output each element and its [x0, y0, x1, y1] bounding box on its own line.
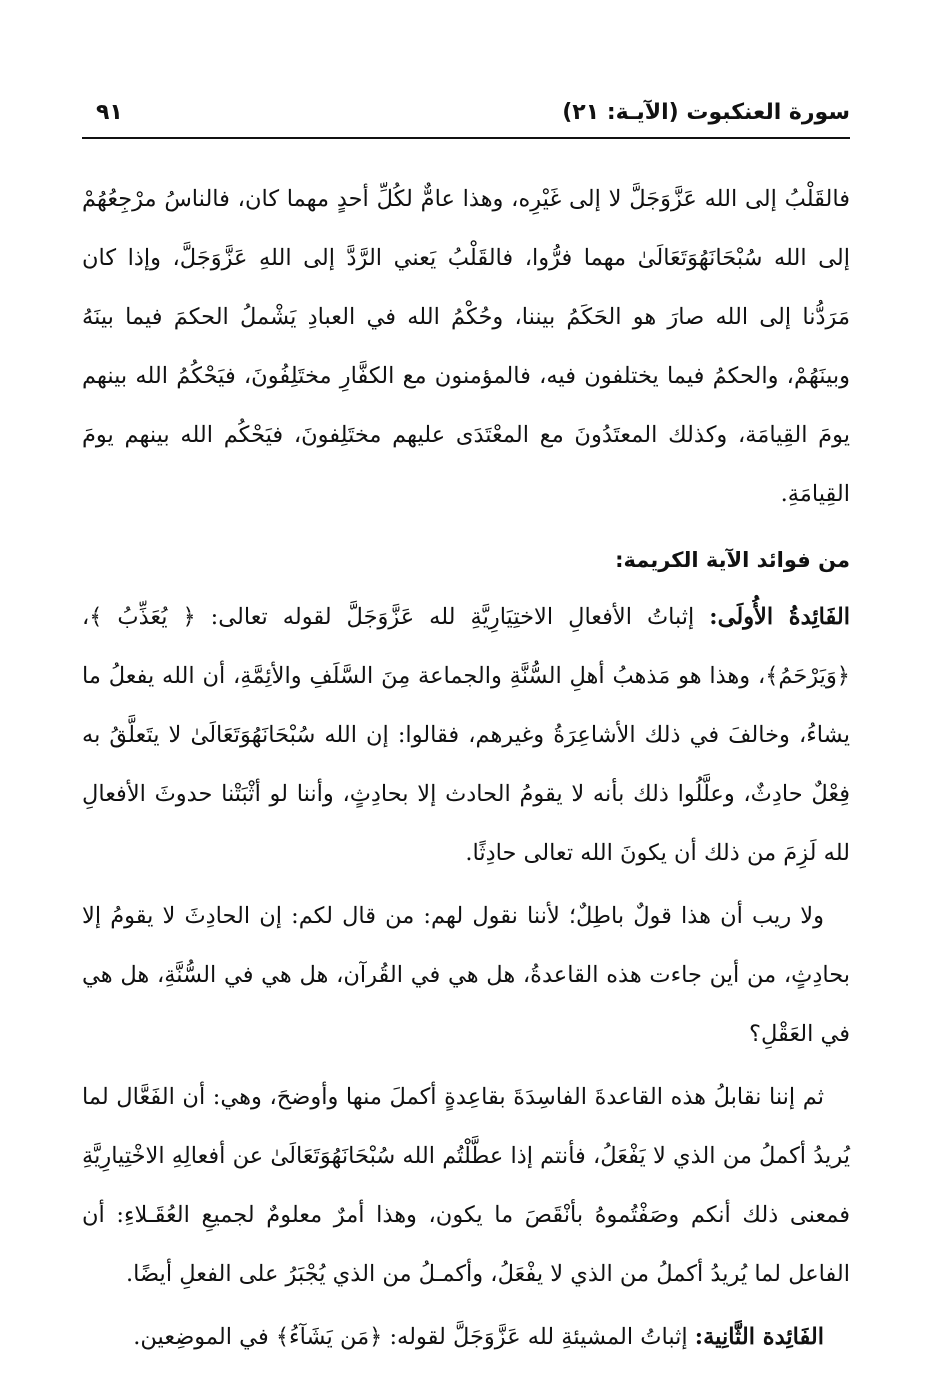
page-number: ٩١ — [96, 100, 123, 125]
running-title: سورة العنكبوت (الآيـة: ٢١) — [562, 100, 850, 125]
header-divider — [82, 137, 850, 139]
benefit-second — [82, 1308, 850, 1367]
paragraph-refutation: ولا ريب أن هذا قولٌ باطِلٌ؛ لأننا نقول لهم: من قال لكم: إن الحادِثَ لا يقومُ إلا بحادِثٍ، من أين جاءت هذه القاعدةُ، هل هي في القُرآن، هل هي في السُّنَّةِ، هل هي في العَقْلِ؟ — [82, 903, 850, 1047]
section-heading: من فوائد الآية الكريمة: — [615, 548, 850, 572]
page-body — [82, 170, 850, 1367]
paragraph-intro: فالقَلْبُ إلى الله عَزَّوَجَلَّ لا إلى غَيْرِه، وهذا عامٌّ لكُلِّ أحدٍ مهما كان، فالناسُ مرْجِعُهُمْ إلى الله سُبْحَانَهُوَتَعَالَىٰ مهما فرُّوا، فالقَلْبُ يَعني الرَّدَّ إلى اللهِ عَزَّوَجَلَّ، وإذا كان مَرَدُّنا إلى الله صارَ هو الحَكَمُ بيننا، وحُكْمُ الله في العبادِ يَشْملُ الحكمَ فيما بينَهُ وبينَهُمْ، والحكمُ فيما يختلفون فيه، فالمؤمنون مع الكفَّارِ مختَلِفُونَ، فيَحْكُمُ الله بينهم يومَ القِيامَة، وكذلك المعتَدُونَ مع المعْتَدَى عليهم مختَلِفونَ، فيَحْكُم الله بينهم يومَ القِيامَةِ. — [82, 186, 850, 507]
benefit-text: إثباتُ الأفعالِ الاختِيَارِيَّةِ لله عَزَّوَجَلَّ لقوله تعالى: ﴿ يُعَذِّبُ ﴾، ﴿وَيَرْحَمُ﴾، وهذا هو مَذهبُ أهلِ السُّنَّةِ والجماعة مِنَ السَّلَفِ والأئِمَّةِ، أن الله يفعلُ ما يشاءُ، وخالفَ في ذلك الأشاعِرَةُ وغيرهم، فقالوا: إن الله سُبْحَانَهُوَتَعَالَىٰ لا يتَعلَّقُ به فِعْلٌ حادِثٌ، وعلَّلُوا ذلك بأنه لا يقومُ الحادث إلا بحادِثٍ، وأننا لو أثْبَتْنا حدوثَ الأفعالِ لله لَزِمَ من ذلك أن يكونَ الله تعالى حادِثًا. — [82, 604, 850, 866]
benefit-first — [82, 588, 850, 883]
paragraph-counter-rule: ثم إننا نقابلُ هذه القاعدةَ الفاسِدَةَ بقاعِدةٍ أكملَ منها وأوضحَ، وهي: أن الفَعَّال لما يُريدُ أكملُ من الذي لا يَفْعَلُ، فأنتم إذا عطَّلْتُم الله سُبْحَانَهُوَتَعَالَىٰ عن أفعالِهِ الاخْتِيارِيَّةِ فمعنى ذلك أنكم وصَفْتُموهُ بأنْقَصَ ما يكون، وهذا أمرٌ معلومٌ لجميعِ العُقَـلاءِ: أن الفاعل لما يُريدُ أكملُ من الذي لا يفْعَلُ، وأكمـلُ من الذي يُجْبَرُ على الفعلِ أيضًا. — [82, 1084, 850, 1287]
benefit-label: الفَائِدة الثَّانِية: — [694, 1324, 824, 1350]
benefit-text: إثباتُ المشيئةِ لله عَزَّوَجَلَّ لقوله: ﴿مَن يَشَآءُ﴾ في الموضِعين. — [133, 1324, 695, 1350]
page-header — [82, 96, 850, 130]
benefit-label: الفَائِدةُ الأُولَى: — [709, 604, 851, 630]
